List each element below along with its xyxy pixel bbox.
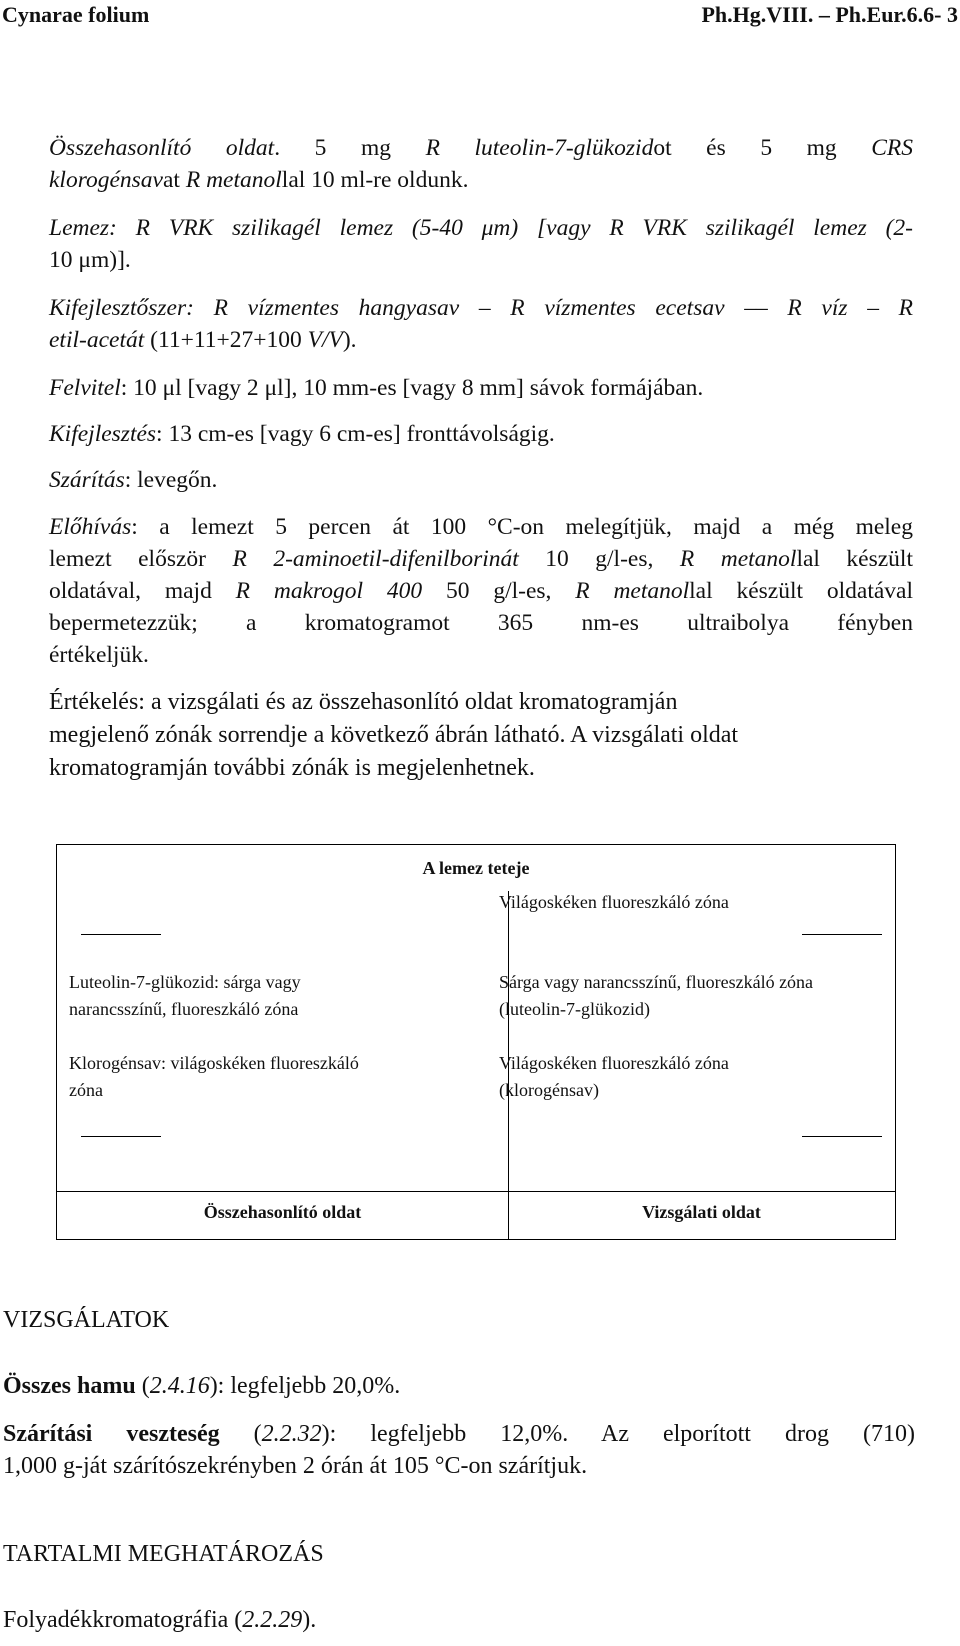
drying-line: Szárítás: levegőn. xyxy=(49,467,218,493)
test-column-label: Vizsgálati oldat xyxy=(642,1202,761,1222)
evaluation-line1: Értékelés: a vizsgálati és az összehasonlító oldat kromatogramján xyxy=(49,689,678,715)
left-luteolin-zone-2: narancsszínű, fluoreszkáló zóna xyxy=(69,999,299,1019)
total-ash-line: Összes hamu (2.4.16): legfeljebb 20,0%. xyxy=(3,1373,401,1399)
reference-solution-line2: klorogénsavat R metanollal 10 ml-re oldunk. xyxy=(49,167,469,193)
application-line: Felvitel: 10 μl [vagy 2 μl], 10 mm-es [vagy 8 mm] sávok formájában. xyxy=(49,375,704,401)
right-yellow-zone-1: Sárga vagy narancsszínű, fluoreszkáló zóna xyxy=(499,972,814,992)
detection-line4: bepermetezzük; a kromatogramot 365 nm-es ultraibolya fényben xyxy=(49,610,913,636)
pharmacopoeia-reference: Ph.Hg.VIII. – Ph.Eur.6.6- 3 xyxy=(701,2,958,27)
right-blue-zone-2: (klorogénsav) xyxy=(499,1080,599,1100)
detection-line1: Előhívás: a lemezt 5 percen át 100 °C-on melegítjük, majd a még meleg xyxy=(49,514,913,540)
plate-line1: Lemez: R VRK szilikagél lemez (5-40 μm) [vagy R VRK szilikagél lemez (2- xyxy=(49,215,913,241)
reference-column-label: Összehasonlító oldat xyxy=(203,1202,362,1222)
plate-line2: 10 μm)]. xyxy=(49,247,131,273)
left-chlorogenic-zone-2: zóna xyxy=(69,1080,103,1100)
development-line: Kifejlesztés: 13 cm-es [vagy 6 cm-es] fronttávolságig. xyxy=(49,421,555,447)
mobile-phase-line1: Kifejlesztőszer: R vízmentes hangyasav – R vízmentes ecetsav –– R víz – R xyxy=(49,295,913,321)
loss-on-drying-line2: 1,000 g-ját szárítószekrényben 2 órán át 105 °C-on szárítjuk. xyxy=(3,1453,588,1479)
left-top-marker xyxy=(81,934,161,935)
detection-line5: értékeljük. xyxy=(49,642,149,668)
left-luteolin-zone-1: Luteolin-7-glükozid: sárga vagy xyxy=(69,972,301,992)
left-chlorogenic-zone-1: Klorogénsav: világoskéken fluoreszkáló xyxy=(69,1053,359,1073)
right-bottom-marker xyxy=(802,1136,882,1137)
mobile-phase-line2: etil-acetát (11+11+27+100 V/V). xyxy=(49,327,357,353)
tlc-scheme-table xyxy=(56,844,896,1240)
right-top-zone: Világoskéken fluoreszkáló zóna xyxy=(499,892,729,912)
page-header xyxy=(2,2,958,28)
footer-divider xyxy=(57,1191,895,1192)
right-blue-zone-1: Világoskéken fluoreszkáló zóna xyxy=(499,1053,729,1073)
right-yellow-zone-2: (luteolin-7-glükozid) xyxy=(499,999,650,1019)
assay-method-line: Folyadékkromatográfia (2.2.29). xyxy=(3,1607,317,1633)
evaluation-line2: megjelenő zónák sorrendje a következő ábrán látható. A vizsgálati oldat xyxy=(49,722,739,748)
left-bottom-marker xyxy=(81,1136,161,1137)
detection-line2: lemezt először R 2-aminoetil-difenilborinát 10 g/l-es, R metanollal készült xyxy=(49,546,913,572)
assay-heading: TARTALMI MEGHATÁROZÁS xyxy=(3,1541,324,1567)
right-top-marker xyxy=(802,934,882,935)
monograph-title: Cynarae folium xyxy=(2,2,150,27)
evaluation-line3: kromatogramján további zónák is megjelenhetnek. xyxy=(49,755,535,781)
tests-heading: VIZSGÁLATOK xyxy=(3,1307,170,1333)
detection-line3: oldatával, majd R makrogol 400 50 g/l-es, R metanollal készült oldatával xyxy=(49,578,914,604)
reference-solution-line1: Összehasonlító oldat. 5 mg R luteolin-7-glükozidot és 5 mg CRS xyxy=(49,135,914,161)
plate-top-label: A lemez teteje xyxy=(422,858,530,878)
loss-on-drying-line1: Szárítási veszteség (2.2.32): legfeljebb 12,0%. Az elporított drog (710) xyxy=(3,1421,915,1447)
